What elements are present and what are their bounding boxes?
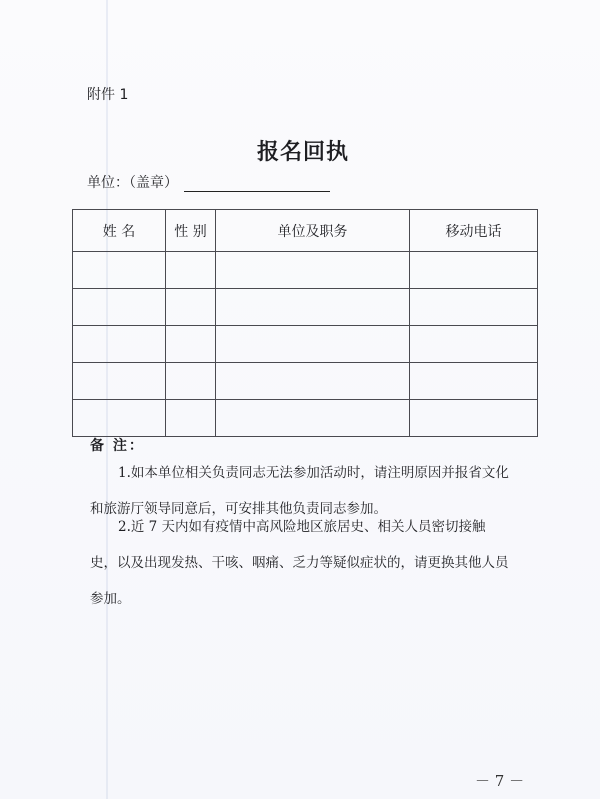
cell-name[interactable] xyxy=(73,400,166,437)
table-row xyxy=(73,326,538,363)
cell-gender[interactable] xyxy=(166,289,216,326)
cell-gender[interactable] xyxy=(166,252,216,289)
header-gender: 性 别 xyxy=(166,210,216,252)
note-item: 2.近 7 天内如有疫情中高风险地区旅居史、相关人员密切接触史，以及出现发热、干咳、咽痛、乏力等疑似症状的，请更换其他人员参加。 xyxy=(90,519,509,607)
cell-name[interactable] xyxy=(73,326,166,363)
table-row xyxy=(73,289,538,326)
table-row xyxy=(73,252,538,289)
cell-mobile-phone[interactable] xyxy=(410,289,538,326)
unit-stamp-line xyxy=(87,172,330,192)
cell-gender[interactable] xyxy=(166,400,216,437)
page-title: 报名回执 xyxy=(256,139,349,165)
notes-title: 备 注： xyxy=(90,438,145,454)
cell-name[interactable] xyxy=(73,363,166,400)
cell-unit-position[interactable] xyxy=(216,363,410,400)
cell-mobile-phone[interactable] xyxy=(410,326,538,363)
cell-name[interactable] xyxy=(73,252,166,289)
cell-mobile-phone[interactable] xyxy=(410,400,538,437)
header-name: 姓 名 xyxy=(73,210,166,252)
attachment-label: 附件 1 xyxy=(87,87,129,103)
note-item: 1.如本单位相关负责同志无法参加活动时，请注明原因并报省文化和旅游厅领导同意后，可安排其他负责同志参加。 xyxy=(90,465,509,517)
cell-name[interactable] xyxy=(73,289,166,326)
cell-mobile-phone[interactable] xyxy=(410,252,538,289)
unit-label: 单位：（盖章） xyxy=(87,175,178,191)
page-number: － 7 － xyxy=(475,772,525,790)
cell-mobile-phone[interactable] xyxy=(410,363,538,400)
cell-unit-position[interactable] xyxy=(216,252,410,289)
header-mobile-phone: 移动电话 xyxy=(410,210,538,252)
cell-gender[interactable] xyxy=(166,363,216,400)
cell-unit-position[interactable] xyxy=(216,289,410,326)
registration-table xyxy=(72,209,538,437)
header-unit-position: 单位及职务 xyxy=(216,210,410,252)
unit-blank-field[interactable] xyxy=(184,177,330,192)
cell-unit-position[interactable] xyxy=(216,400,410,437)
cell-gender[interactable] xyxy=(166,326,216,363)
table-header-row xyxy=(73,210,538,252)
table-row xyxy=(73,400,538,437)
table-row xyxy=(73,363,538,400)
cell-unit-position[interactable] xyxy=(216,326,410,363)
